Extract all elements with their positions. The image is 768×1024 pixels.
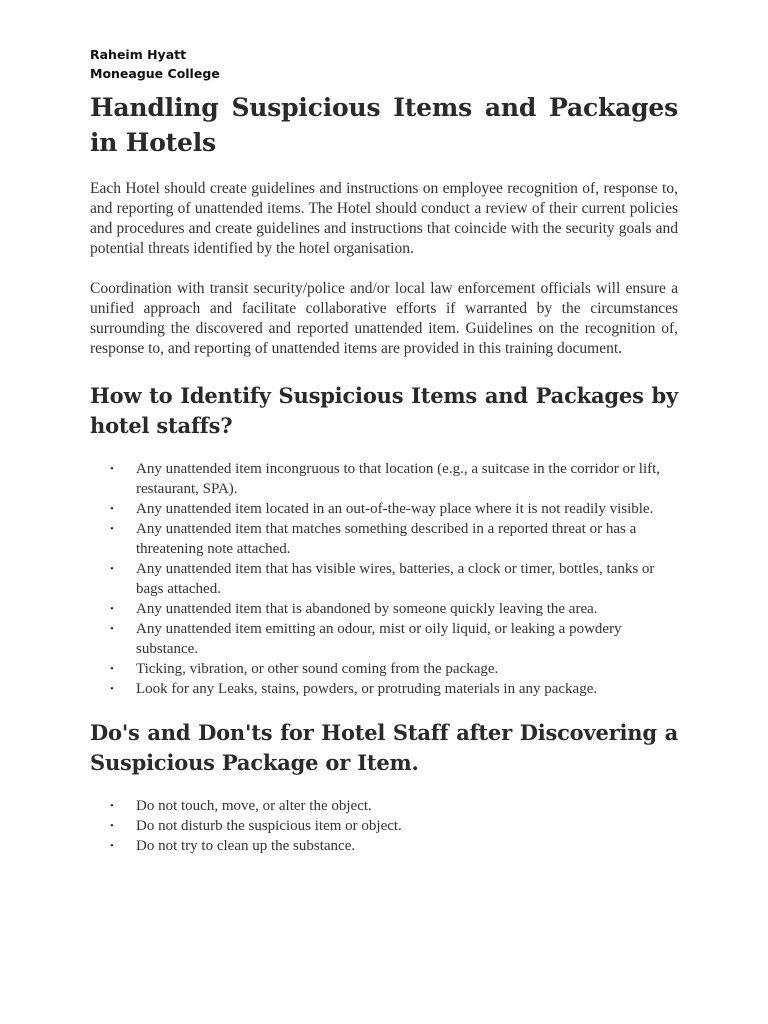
bullet-icon: • — [110, 683, 114, 695]
list-item: • Do not try to clean up the substance. — [110, 838, 356, 854]
bullet-icon: • — [110, 623, 114, 635]
list-item: • Look for any Leaks, stains, powders, or protruding materials in any package. — [110, 681, 598, 697]
list-item: • Any unattended item that has visible wires, batteries, a clock or timer, bottles, tanks or bags attached. — [110, 561, 655, 597]
list-item: • Do not disturb the suspicious item or object. — [110, 818, 402, 834]
bullet-icon: • — [110, 603, 114, 615]
bullet-icon: • — [110, 800, 114, 812]
author-institution: Moneague College — [90, 66, 220, 81]
bullet-icon: • — [110, 663, 114, 675]
bullet-icon: • — [110, 563, 114, 575]
identify-list — [90, 459, 678, 699]
bullet-icon: • — [110, 840, 114, 852]
intro-paragraph-2: Coordination with transit security/police and/or local law enforcement officials will ensure a unified approach and facilitate collaborative efforts if warranted by the circumstances surrounding the discovered and reported unattended item. Guidelines on the recognition of, response to, and reporting of unattended items are provided in this training document. — [90, 280, 678, 357]
bullet-icon: • — [110, 820, 114, 832]
section-heading-identify: How to Identify Suspicious Items and Packages by hotel staffs? — [90, 383, 678, 438]
intro-paragraph-1: Each Hotel should create guidelines and instructions on employee recognition of, response to, and reporting of unattended items. The Hotel should conduct a review of their current policies and procedures and create guidelines and instructions that coincide with the security goals and potential threats identified by the hotel organisation. — [90, 180, 678, 257]
bullet-icon: • — [110, 523, 114, 535]
section-heading-dos-donts: Do's and Don'ts for Hotel Staff after Discovering a Suspicious Package or Item. — [90, 720, 678, 775]
list-item: • Any unattended item incongruous to that location (e.g., a suitcase in the corridor or lift, restaurant, SPA). — [110, 461, 661, 497]
list-item: • Ticking, vibration, or other sound coming from the package. — [110, 661, 499, 677]
list-item: • Any unattended item that matches something described in a reported threat or has a threatening note attached. — [110, 521, 637, 557]
list-item: • Any unattended item located in an out-of-the-way place where it is not readily visible. — [110, 501, 654, 517]
document-title: Handling Suspicious Items and Packages in Hotels — [90, 93, 678, 157]
author-name: Raheim Hyatt — [90, 47, 187, 62]
list-item: • Any unattended item that is abandoned by someone quickly leaving the area. — [110, 601, 598, 617]
list-item: • Do not touch, move, or alter the object. — [110, 798, 372, 814]
bullet-icon: • — [110, 463, 114, 475]
bullet-icon: • — [110, 503, 114, 515]
list-item: • Any unattended item emitting an odour, mist or oily liquid, or leaking a powdery substance. — [110, 621, 622, 657]
document-page — [90, 45, 678, 856]
dos-donts-list — [90, 796, 678, 856]
